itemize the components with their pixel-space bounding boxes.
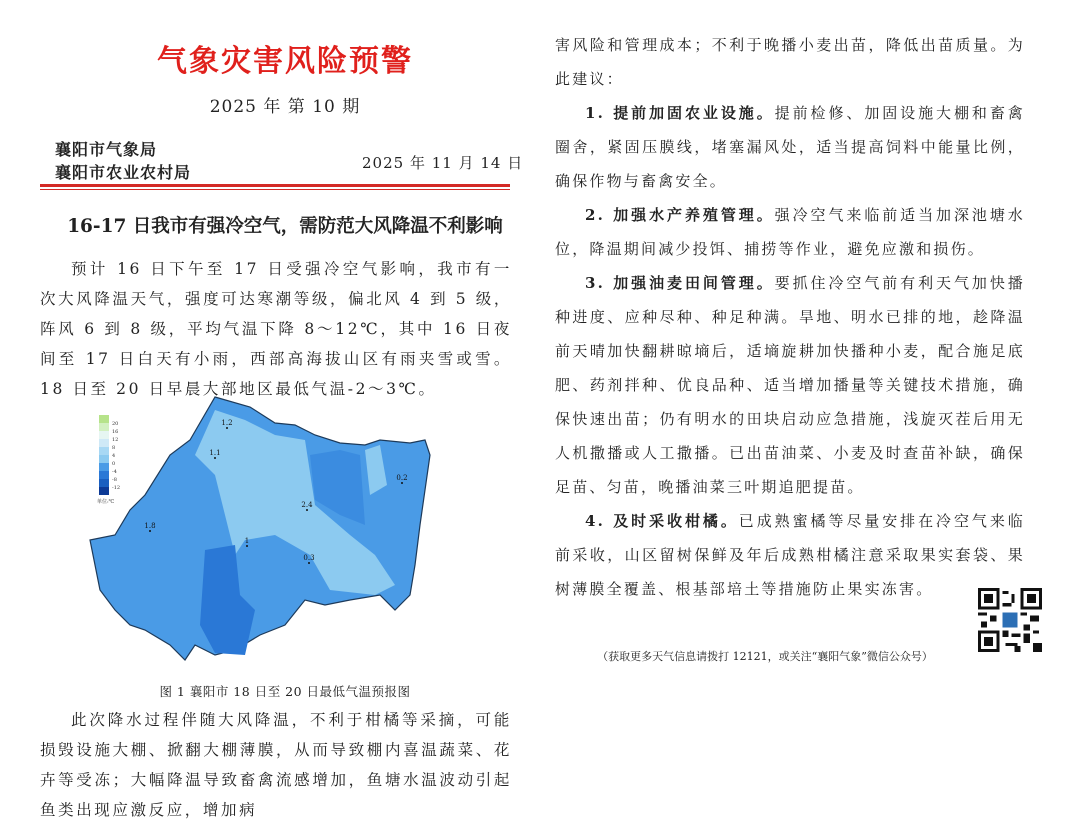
legend-unit: 单位:℃ xyxy=(97,499,115,505)
recommendation-body: 提前检修、加固设施大棚和畜禽圈舍，紧固压膜线，堵塞漏风处，适当提高饲料中能量比例，确保作物与畜禽安全。 xyxy=(555,104,1025,190)
min-temperature-map xyxy=(75,395,455,665)
station-dot xyxy=(226,427,228,429)
qr-code-icon[interactable] xyxy=(978,588,1042,652)
legend-tick: 20 xyxy=(112,421,119,427)
recommendation-2 xyxy=(555,198,1025,266)
legend-tick: 12 xyxy=(112,437,119,443)
station-dot xyxy=(214,457,216,459)
footer-note: （获取更多天气信息请拨打 12121，或关注“襄阳气象”微信公众号） xyxy=(597,650,933,663)
recommendation-1 xyxy=(555,96,1025,198)
station-value: 1.1 xyxy=(209,449,221,457)
issue-number: 2025 年 第 10 期 xyxy=(209,97,361,117)
agency-weather-bureau: 襄阳市气象局 xyxy=(55,140,158,159)
station-dot xyxy=(306,509,308,511)
headline: 16-17 日我市有强冷空气，需防范大风降温不利影响 xyxy=(67,216,503,237)
issue-date: 2025 年 11 月 14 日 xyxy=(362,154,524,172)
station-dot xyxy=(246,545,248,547)
station-value: 2.4 xyxy=(301,501,313,509)
continued-text: 害风险和管理成本；不利于晚播小麦出苗，降低出苗质量。为此建议： xyxy=(555,36,1025,88)
legend-tick: -4 xyxy=(112,469,117,475)
forecast-paragraph: 预计 16 日下午至 17 日受强冷空气影响，我市有一次大风降温天气，强度可达寒潮等级，偏北风 4 到 5 级，阵风 6 到 8 级，平均气温下降 8～12℃，其中 16 日夜间至 17 日白天有小雨，西部高海拔山区有雨夹雪或雪。18 日至 20 日早晨大部地区最低气温-2～3℃。 xyxy=(40,260,512,398)
recommendation-heading: 3. 加强油麦田间管理。 xyxy=(585,274,775,292)
recommendations xyxy=(555,28,1025,606)
recommendation-3 xyxy=(555,266,1025,504)
station-value: 0.3 xyxy=(303,554,315,562)
station-dot xyxy=(401,482,403,484)
station-dot xyxy=(149,530,151,532)
recommendation-4 xyxy=(555,504,1025,606)
recommendation-heading: 1. 提前加固农业设施。 xyxy=(585,104,775,122)
legend-tick: 4 xyxy=(112,453,116,459)
recommendation-body: 强冷空气来临前适当加深池塘水位，降温期间减少投饵、捕捞等作业，避免应激和损伤。 xyxy=(555,206,1025,258)
legend-tick: 16 xyxy=(112,429,119,435)
issuing-agencies xyxy=(55,138,191,184)
station-dot xyxy=(308,562,310,564)
legend-tick: 8 xyxy=(112,445,116,451)
recommendation-body: 已成熟蜜橘等尽量安排在冷空气来临前采收，山区留树保鲜及年后成熟柑橘注意采取果实套袋、果树薄膜全覆盖、根基部培土等措施防止果实冻害。 xyxy=(555,512,1025,598)
red-divider-thin xyxy=(40,189,510,190)
station-value: 1.8 xyxy=(144,522,156,530)
impact-paragraph: 此次降水过程伴随大风降温，不利于柑橘等采摘，可能损毁设施大棚、掀翻大棚薄膜，从而导致棚内喜温蔬菜、花卉等受冻；大幅降温导致畜禽流感增加，鱼塘水温波动引起鱼类出现应激反应，增加病 xyxy=(40,711,512,819)
legend-tick: 0 xyxy=(112,461,116,467)
station-value: 0.2 xyxy=(396,474,408,482)
agency-agriculture-bureau: 襄阳市农业农村局 xyxy=(55,163,192,182)
figure-caption: 图 1 襄阳市 18 日至 20 日最低气温预报图 xyxy=(159,684,411,699)
recommendation-heading: 4. 及时采收柑橘。 xyxy=(585,512,739,530)
station-value: 1 xyxy=(244,537,250,545)
station-value: 1.2 xyxy=(221,419,233,427)
recommendation-body: 要抓住冷空气前有利天气加快播种进度、应种尽种、种足种满。旱地、明水已排的地，趁降温前天晴加快翻耕晾墒后，适墒旋耕加快播种小麦，配合施足底肥、药剂拌种、优良品种、适当增加播量等关键技术措施，确保快速出苗；仍有明水的田块启动应急措施，浅旋灭茬后用无人机撒播或人工撒播。已出苗油菜、小麦及时查苗补缺，确保足苗、匀苗，晚播油菜三叶期追肥提苗。 xyxy=(555,274,1025,496)
legend-tick: -12 xyxy=(112,485,121,491)
legend-tick: -8 xyxy=(112,477,117,483)
recommendation-heading: 2. 加强水产养殖管理。 xyxy=(585,206,775,224)
red-divider xyxy=(40,184,510,187)
map-legend xyxy=(97,415,120,505)
bulletin-title: 气象灾害风险预警 xyxy=(157,44,413,79)
